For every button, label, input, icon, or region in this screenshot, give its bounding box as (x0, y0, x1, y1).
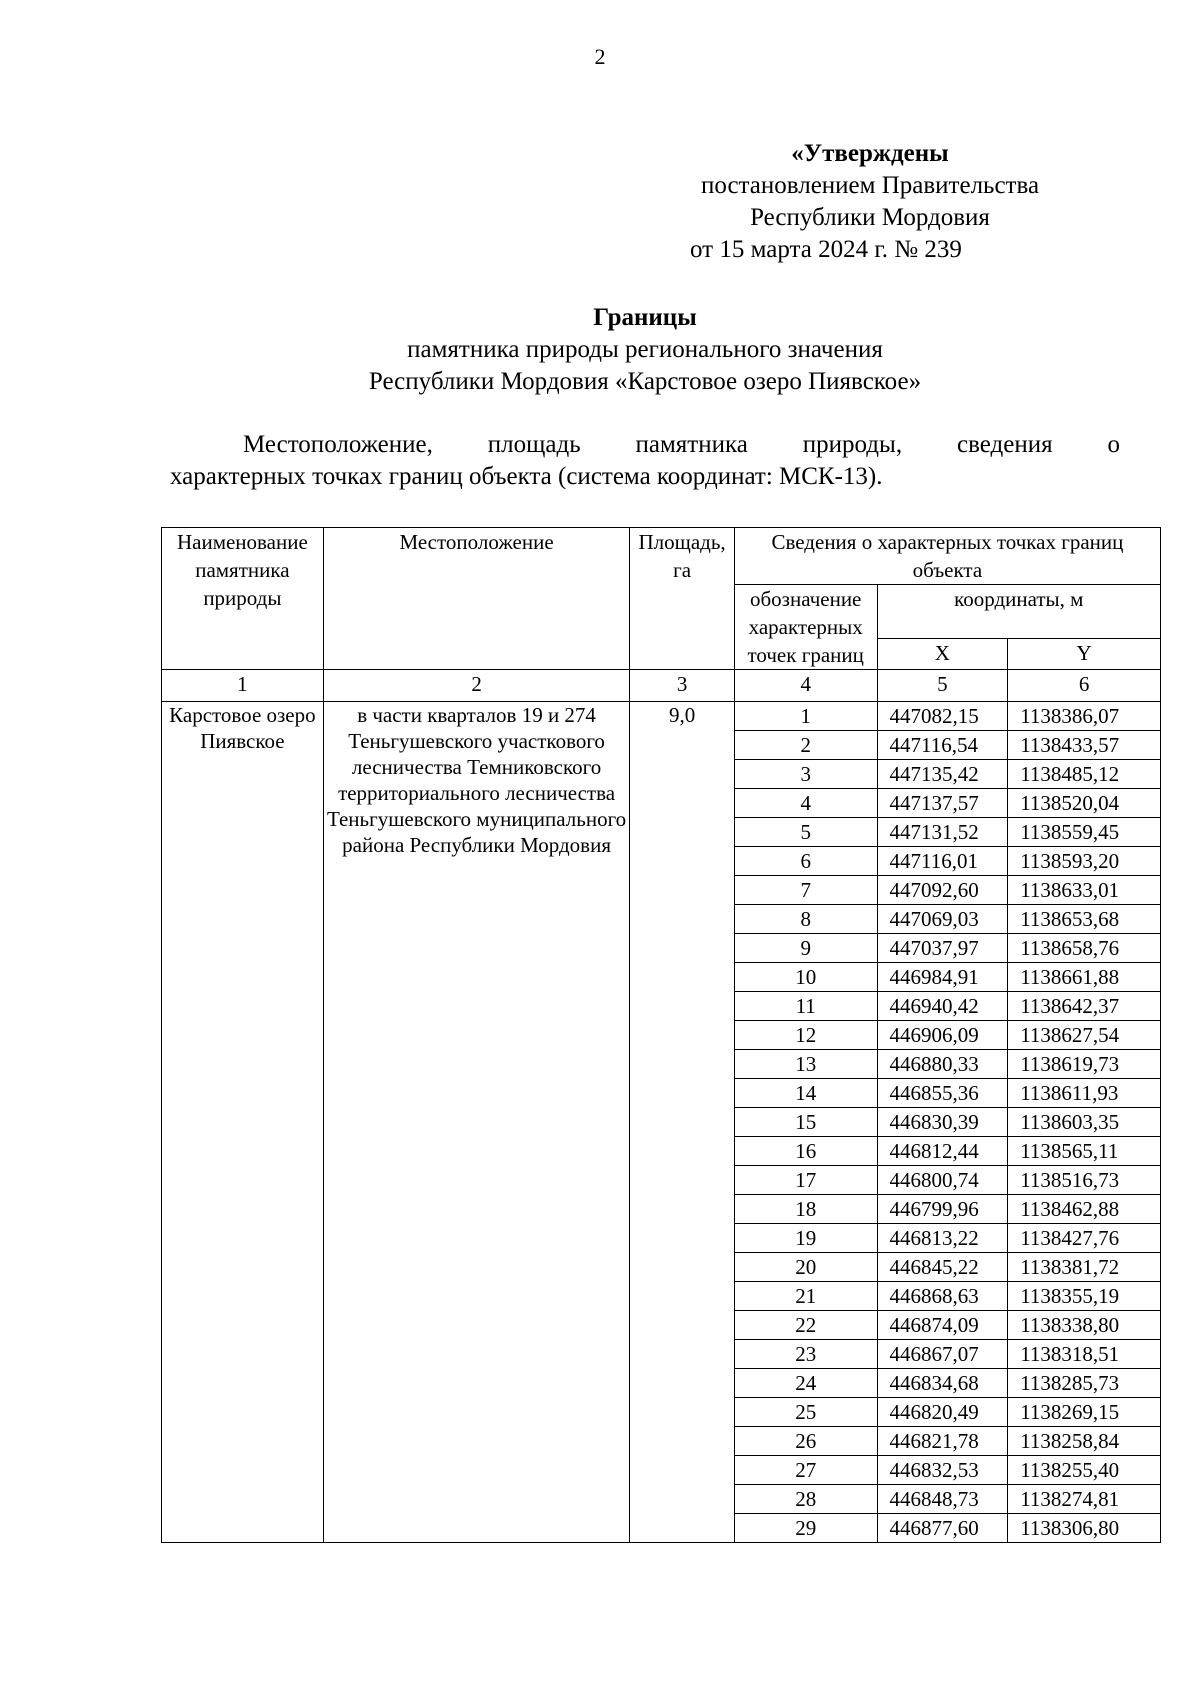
point-number: 17 (734, 1166, 877, 1195)
point-x: 447069,03 (877, 905, 1008, 934)
point-y: 1138661,88 (1008, 963, 1161, 992)
column-number: 6 (1008, 670, 1161, 702)
intro-line: характерных точках границ объекта (система координат: МСК-13). (170, 463, 883, 490)
point-number: 3 (734, 760, 877, 789)
point-x: 447082,15 (877, 702, 1008, 731)
point-y: 1138658,76 (1008, 934, 1161, 963)
point-y: 1138427,76 (1008, 1224, 1161, 1253)
point-number: 15 (734, 1108, 877, 1137)
point-x: 446877,60 (877, 1514, 1008, 1543)
intro-paragraph (170, 429, 1120, 493)
approval-line: постановлением Правительства (700, 172, 1040, 199)
point-x: 447116,01 (877, 847, 1008, 876)
point-number: 13 (734, 1050, 877, 1079)
point-number: 7 (734, 876, 877, 905)
approval-date: от 15 марта 2024 г. № 239 (690, 236, 962, 263)
point-x: 446984,91 (877, 963, 1008, 992)
point-number: 11 (734, 992, 877, 1021)
intro-line: Местоположение, площадь памятника природы, сведения о (243, 431, 1120, 458)
point-y: 1138462,88 (1008, 1195, 1161, 1224)
point-x: 446830,39 (877, 1108, 1008, 1137)
header-coords: координаты, м (877, 585, 1160, 639)
column-number: 2 (323, 670, 630, 702)
point-y: 1138258,84 (1008, 1427, 1161, 1456)
point-x: 446906,09 (877, 1021, 1008, 1050)
point-number: 18 (734, 1195, 877, 1224)
point-x: 447131,52 (877, 818, 1008, 847)
point-x: 446848,73 (877, 1485, 1008, 1514)
page-number: 2 (594, 44, 606, 69)
header-points-info: Сведения о характерных точках границ объекта (734, 528, 1160, 585)
point-number: 9 (734, 934, 877, 963)
point-number: 8 (734, 905, 877, 934)
boundary-points-table (161, 527, 1161, 1543)
point-x: 446868,63 (877, 1282, 1008, 1311)
point-number: 16 (734, 1137, 877, 1166)
point-number: 28 (734, 1485, 877, 1514)
approval-line: Республики Мордовия (750, 204, 990, 231)
point-y: 1138633,01 (1008, 876, 1161, 905)
point-x: 446880,33 (877, 1050, 1008, 1079)
point-number: 27 (734, 1456, 877, 1485)
point-x: 447135,42 (877, 760, 1008, 789)
point-y: 1138653,68 (1008, 905, 1161, 934)
point-y: 1138355,19 (1008, 1282, 1161, 1311)
title-subtitle: памятника природы регионального значения (407, 336, 883, 363)
point-number: 25 (734, 1398, 877, 1427)
point-x: 446867,07 (877, 1340, 1008, 1369)
point-y: 1138338,80 (1008, 1311, 1161, 1340)
point-x: 447037,97 (877, 934, 1008, 963)
point-y: 1138485,12 (1008, 760, 1161, 789)
point-x: 446832,53 (877, 1456, 1008, 1485)
header-area: Площадь, га (630, 528, 735, 670)
header-location: Местоположение (323, 528, 630, 670)
object-area: 9,0 (630, 702, 735, 1543)
point-x: 446834,68 (877, 1369, 1008, 1398)
column-number: 3 (630, 670, 735, 702)
point-number: 4 (734, 789, 877, 818)
point-number: 1 (734, 702, 877, 731)
point-x: 446820,49 (877, 1398, 1008, 1427)
point-number: 19 (734, 1224, 877, 1253)
object-location: в части кварталов 19 и 274 Теньгушевского участкового лесничества Темниковского территориального лесничества Теньгушевского муниципального района Республики Мордовия (323, 702, 630, 1543)
point-x: 447137,57 (877, 789, 1008, 818)
point-y: 1138306,80 (1008, 1514, 1161, 1543)
point-number: 12 (734, 1021, 877, 1050)
point-y: 1138642,37 (1008, 992, 1161, 1021)
approval-stamp (660, 138, 1080, 266)
point-number: 23 (734, 1340, 877, 1369)
point-number: 26 (734, 1427, 877, 1456)
point-number: 21 (734, 1282, 877, 1311)
point-x: 446940,42 (877, 992, 1008, 1021)
title-subtitle: Республики Мордовия «Карстовое озеро Пиявское» (368, 368, 922, 395)
header-y: Y (1008, 639, 1161, 670)
point-x: 446874,09 (877, 1311, 1008, 1340)
point-x: 447092,60 (877, 876, 1008, 905)
point-y: 1138433,57 (1008, 731, 1161, 760)
object-name: Карстовое озеро Пиявское (162, 702, 324, 1543)
point-y: 1138520,04 (1008, 789, 1161, 818)
title-main: Границы (593, 304, 697, 331)
point-y: 1138269,15 (1008, 1398, 1161, 1427)
point-x: 446813,22 (877, 1224, 1008, 1253)
point-x: 446799,96 (877, 1195, 1008, 1224)
point-x: 446845,22 (877, 1253, 1008, 1282)
column-number: 5 (877, 670, 1008, 702)
point-y: 1138593,20 (1008, 847, 1161, 876)
header-designation: обозначение характерных точек границ (734, 585, 877, 670)
point-y: 1138619,73 (1008, 1050, 1161, 1079)
header-name: Наименование памятника природы (162, 528, 324, 670)
point-y: 1138285,73 (1008, 1369, 1161, 1398)
point-number: 20 (734, 1253, 877, 1282)
point-number: 2 (734, 731, 877, 760)
point-number: 29 (734, 1514, 877, 1543)
point-number: 22 (734, 1311, 877, 1340)
approval-title: «Утверждены (791, 140, 949, 167)
point-y: 1138381,72 (1008, 1253, 1161, 1282)
table-row (162, 702, 1161, 731)
point-y: 1138603,35 (1008, 1108, 1161, 1137)
column-number-row (162, 670, 1161, 702)
point-x: 446812,44 (877, 1137, 1008, 1166)
point-x: 447116,54 (877, 731, 1008, 760)
point-y: 1138559,45 (1008, 818, 1161, 847)
point-number: 24 (734, 1369, 877, 1398)
point-number: 5 (734, 818, 877, 847)
column-number: 1 (162, 670, 324, 702)
point-y: 1138274,81 (1008, 1485, 1161, 1514)
header-x: X (877, 639, 1008, 670)
document-title (0, 302, 1200, 398)
point-x: 446821,78 (877, 1427, 1008, 1456)
point-y: 1138516,73 (1008, 1166, 1161, 1195)
point-y: 1138565,11 (1008, 1137, 1161, 1166)
point-y: 1138318,51 (1008, 1340, 1161, 1369)
point-number: 6 (734, 847, 877, 876)
column-number: 4 (734, 670, 877, 702)
point-number: 14 (734, 1079, 877, 1108)
point-y: 1138255,40 (1008, 1456, 1161, 1485)
point-y: 1138627,54 (1008, 1021, 1161, 1050)
point-x: 446800,74 (877, 1166, 1008, 1195)
point-number: 10 (734, 963, 877, 992)
point-x: 446855,36 (877, 1079, 1008, 1108)
point-y: 1138386,07 (1008, 702, 1161, 731)
point-y: 1138611,93 (1008, 1079, 1161, 1108)
